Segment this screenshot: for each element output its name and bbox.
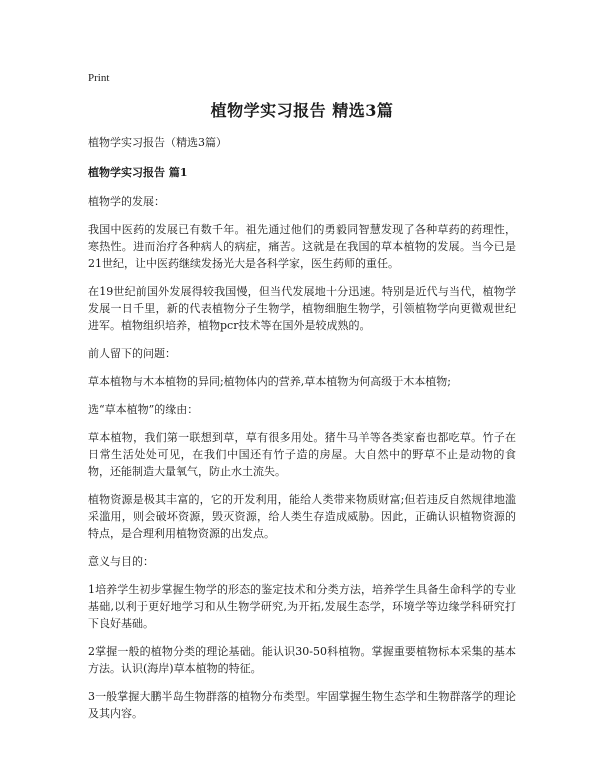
paragraph-4: 前人留下的问题： <box>88 347 176 360</box>
print-label[interactable]: Print <box>88 72 110 84</box>
paragraph-10: 1培养学生初步掌握生物学的形态的鉴定技术和分类方法，培养学生具备生命科学的专业基础,以利于更好地学习和从生物学研究,为开拓,发展生态学，环境学等边缘学科研究打下良好基础。 <box>88 583 516 630</box>
document-content <box>88 134 516 733</box>
paragraph-3: 在19世纪前国外发展得较我国慢，但当代发展地十分迅速。特别是近代与当代，植物学发展一日千里，新的代表植物分子生物学，植物细胞生物学，引领植物学向更微观世纪进军。植物组织培养，植物pcr技术等在国外是较成熟的。 <box>88 285 516 332</box>
paragraph-2: 我国中医药的发展已有数千年。祖先通过他们的勇毅同智慧发现了各种草药的药理性，寒热性。进而治疗各种病人的病症，痛苦。这就是在我国的草本植物的发展。当今已是21世纪，让中医药继续发扬光大是各科学家，医生药师的重任。 <box>88 223 516 270</box>
paragraph-1: 植物学的发展： <box>88 195 165 208</box>
paragraph-6: 选“草本植物”的缘由： <box>88 403 199 416</box>
paragraph-8: 植物资源是极其丰富的，它的开发利用，能给人类带来物质财富;但若违反自然规律地滥采滥用，则会破坏资源，毁灭资源，给人类生存造成威胁。因此，正确认识植物资源的特点，是合理利用植物资源的出发点。 <box>88 493 516 540</box>
paragraph-11: 2掌握一般的植物分类的理论基础。能认识30-50科植物。掌握重要植物标本采集的基本方法。认识(海岸)草本植物的特征。 <box>88 645 516 675</box>
paragraph-12: 3一般掌握大鹏半岛生物群落的植物分布类型。牢固掌握生物生态学和生物群落学的理论及其内容。 <box>88 690 516 720</box>
paragraph-5: 草本植物与木本植物的异同;植物体内的营养,草本植物为何高级于木本植物; <box>88 375 451 388</box>
section-heading: 植物学实习报告 篇1 <box>88 166 188 179</box>
paragraph-7: 草本植物，我们第一联想到草，草有很多用处。猪牛马羊等各类家畜也都吃草。竹子在日常生活处处可见，在我们中国还有竹子造的房屋。大自然中的野草不止是动物的食物，还能制造大量氧气，防止水土流失。 <box>88 431 516 478</box>
paragraph-9: 意义与目的： <box>88 555 154 568</box>
document-subtitle: 植物学实习报告（精选3篇） <box>88 136 227 149</box>
document-title: 植物学实习报告 精选3篇 <box>210 101 394 120</box>
